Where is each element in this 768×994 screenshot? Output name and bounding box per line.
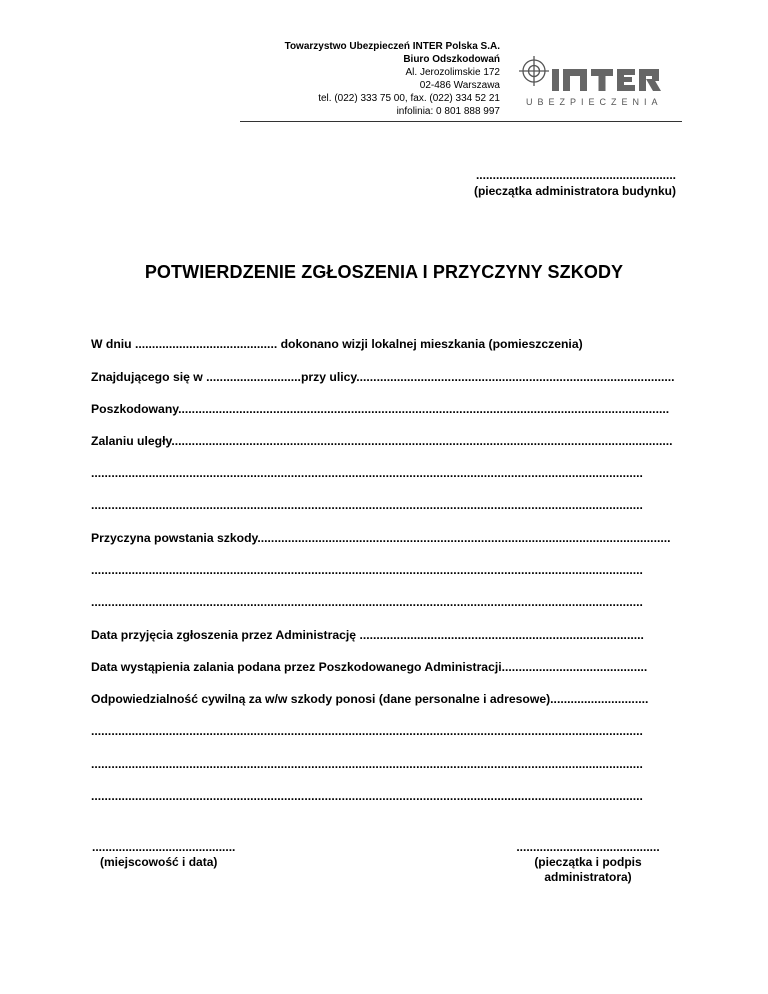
building-admin-stamp-area <box>474 167 676 199</box>
stamp-dots: ............................................................ <box>475 168 676 182</box>
department-name: Biuro Odszkodowań <box>403 54 500 65</box>
crosshair-icon <box>519 56 549 86</box>
form-line-blank: ................................................................................................................................................................... <box>91 789 643 803</box>
form-line-location: Znajdującego się w ............................przy ulicy.............................................................................................. <box>91 370 675 384</box>
place-date-signature <box>92 840 235 870</box>
form-line-blank: ................................................................................................................................................................... <box>91 757 643 771</box>
hotline: infolinia: 0 801 888 997 <box>396 106 500 117</box>
form-line-blank: ................................................................................................................................................................... <box>91 563 643 577</box>
company-header <box>240 40 500 118</box>
stamp-label: (pieczątka administratora budynku) <box>473 184 676 198</box>
form-line-damage-cause: Przyczyna powstania szkody.......................................................................................................................... <box>91 531 671 545</box>
inter-wordmark <box>552 69 661 91</box>
form-line-blank: ................................................................................................................................................................... <box>91 466 643 480</box>
street-address: Al. Jerozolimskie 172 <box>405 67 500 78</box>
header-divider <box>240 121 682 122</box>
form-line-report-date: Data przyjęcia zgłoszenia przez Administrację .................................................................................... <box>91 628 644 642</box>
admin-signature <box>508 840 668 885</box>
company-name: Towarzystwo Ubezpieczeń INTER Polska S.A. <box>284 41 500 52</box>
form-line-flooded-items: Zalaniu uległy.................................................................................................................................................... <box>91 434 673 448</box>
city-address: 02-486 Warszawa <box>419 80 500 91</box>
logo-subtitle: UBEZPIECZENIA <box>526 97 663 107</box>
form-line-injured-party: Poszkodowany................................................................................................................................................. <box>91 402 670 416</box>
form-line-blank: ................................................................................................................................................................... <box>91 724 643 738</box>
place-date-label: (miejscowość i data) <box>100 855 218 869</box>
admin-signature-label-1: (pieczątka i podpis <box>534 855 642 869</box>
admin-signature-dots: ........................................... <box>516 840 660 854</box>
form-line-inspection-date: W dniu .......................................... dokonano wizji lokalnej mieszkania (pomieszczenia) <box>91 337 583 351</box>
admin-signature-label-2: administratora) <box>544 870 632 884</box>
document-title: POTWIERDZENIE ZGŁOSZENIA I PRZYCZYNY SZKODY <box>144 262 624 282</box>
place-date-dots: ........................................... <box>92 840 236 854</box>
form-line-liability: Odpowiedzialność cywilną za w/w szkody ponosi (dane personalne i adresowe)............................. <box>91 692 649 706</box>
form-line-flood-date: Data wystąpienia zalania podana przez Poszkodowanego Administracji........................................... <box>91 660 648 674</box>
form-line-blank: ................................................................................................................................................................... <box>91 498 643 512</box>
form-line-blank: ................................................................................................................................................................... <box>91 595 643 609</box>
phone-fax: tel. (022) 333 75 00, fax. (022) 334 52 21 <box>318 93 500 104</box>
